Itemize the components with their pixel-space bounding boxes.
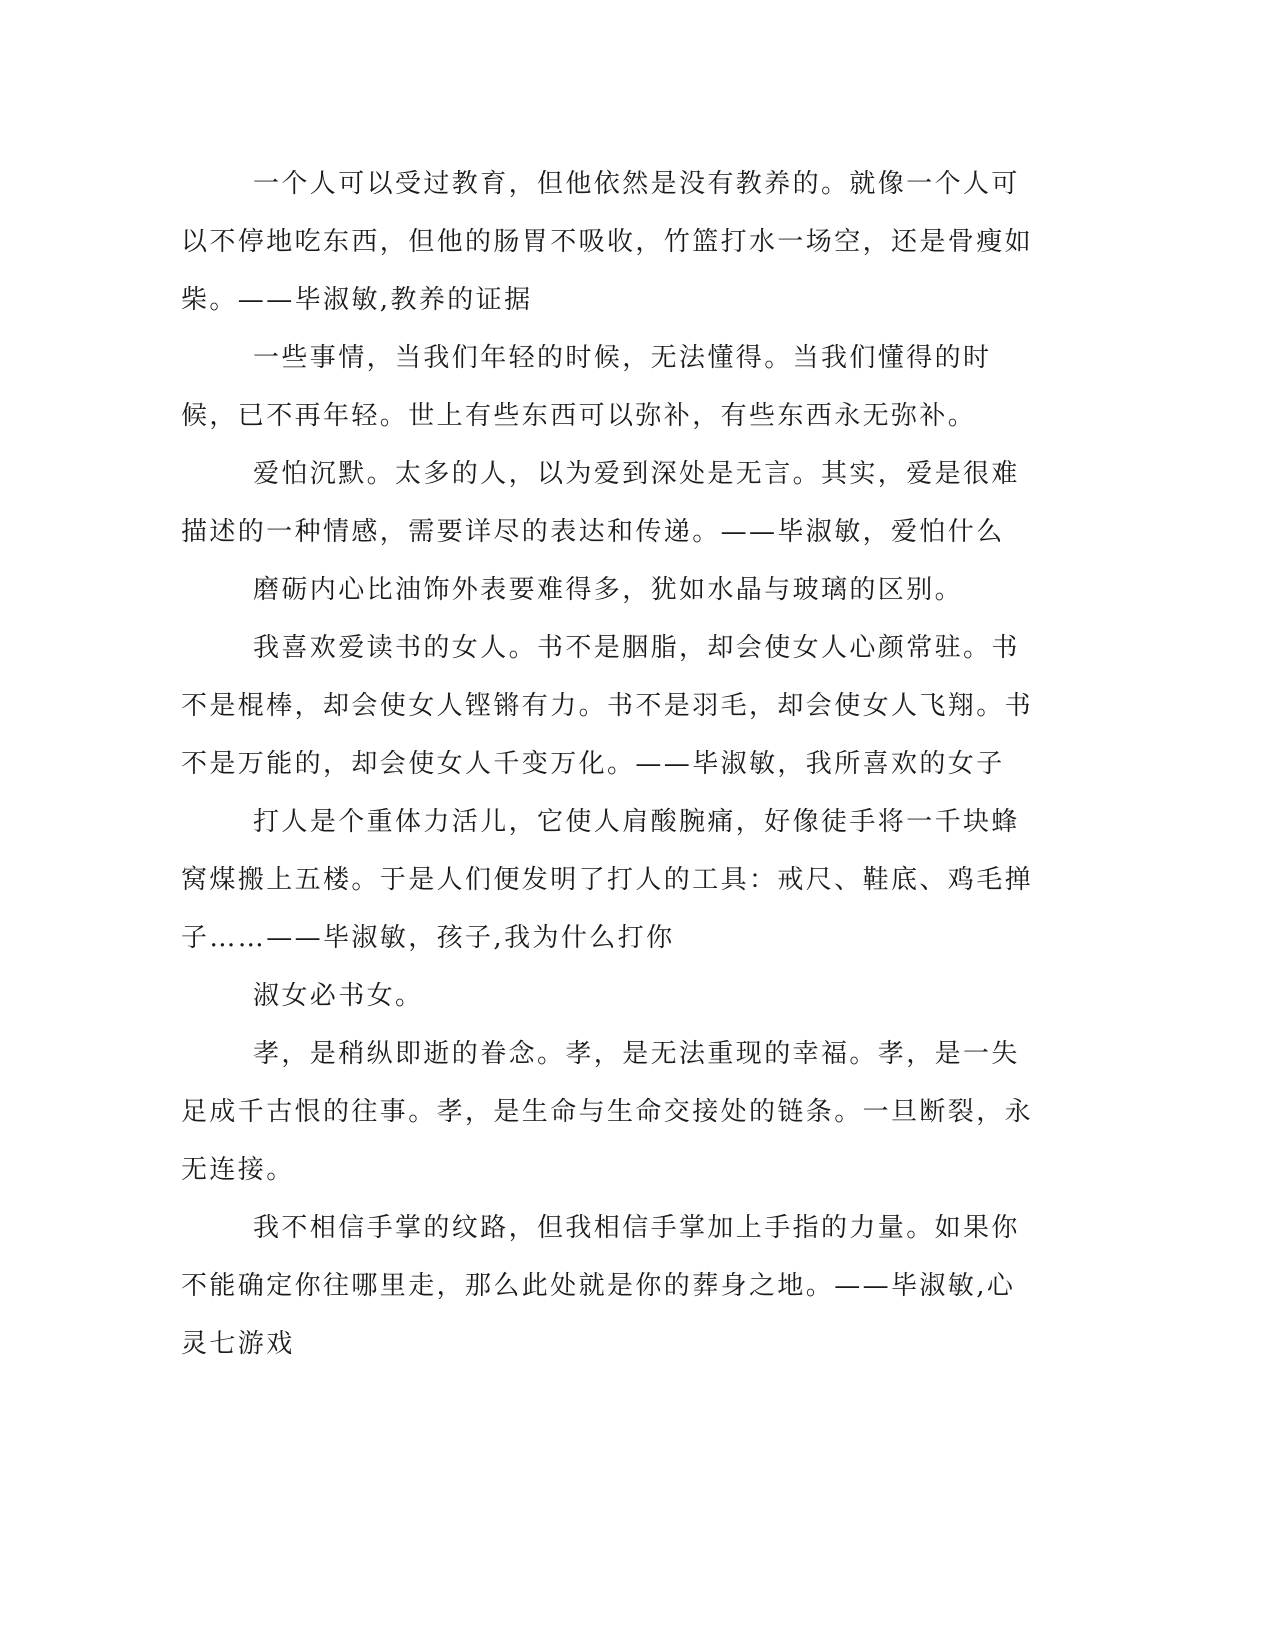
document-body	[181, 155, 1034, 1373]
paragraph-5: 我喜欢爱读书的女人。书不是胭脂，却会使女人心颜常驻。书不是棍棒，却会使女人铿锵有力。书不是羽毛，却会使女人飞翔。书不是万能的，却会使女人千变万化。——毕淑敏，我所喜欢的女子	[181, 633, 1034, 779]
paragraph-6: 打人是个重体力活儿，它使人肩酸腕痛，好像徒手将一千块蜂窝煤搬上五楼。于是人们便发明了打人的工具：戒尺、鞋底、鸡毛掸子……——毕淑敏，孩子,我为什么打你	[181, 807, 1034, 953]
paragraph-1: 一个人可以受过教育，但他依然是没有教养的。就像一个人可以不停地吃东西，但他的肠胃不吸收，竹篮打水一场空，还是骨瘦如柴。——毕淑敏,教养的证据	[181, 169, 1034, 315]
paragraph-9: 我不相信手掌的纹路，但我相信手掌加上手指的力量。如果你不能确定你往哪里走，那么此处就是你的葬身之地。——毕淑敏,心灵七游戏	[181, 1213, 1020, 1359]
paragraph-7: 淑女必书女。	[253, 981, 424, 1011]
paragraph-3: 爱怕沉默。太多的人，以为爱到深处是无言。其实，爱是很难描述的一种情感，需要详尽的表达和传递。——毕淑敏，爱怕什么	[181, 459, 1020, 547]
paragraph-4: 磨砺内心比油饰外表要难得多，犹如水晶与玻璃的区别。	[253, 575, 964, 605]
paragraph-8: 孝，是稍纵即逝的眷念。孝，是无法重现的幸福。孝，是一失足成千古恨的往事。孝，是生命与生命交接处的链条。一旦断裂，永无连接。	[181, 1039, 1034, 1185]
paragraph-2: 一些事情，当我们年轻的时候，无法懂得。当我们懂得的时候，已不再年轻。世上有些东西可以弥补，有些东西永无弥补。	[181, 343, 992, 431]
